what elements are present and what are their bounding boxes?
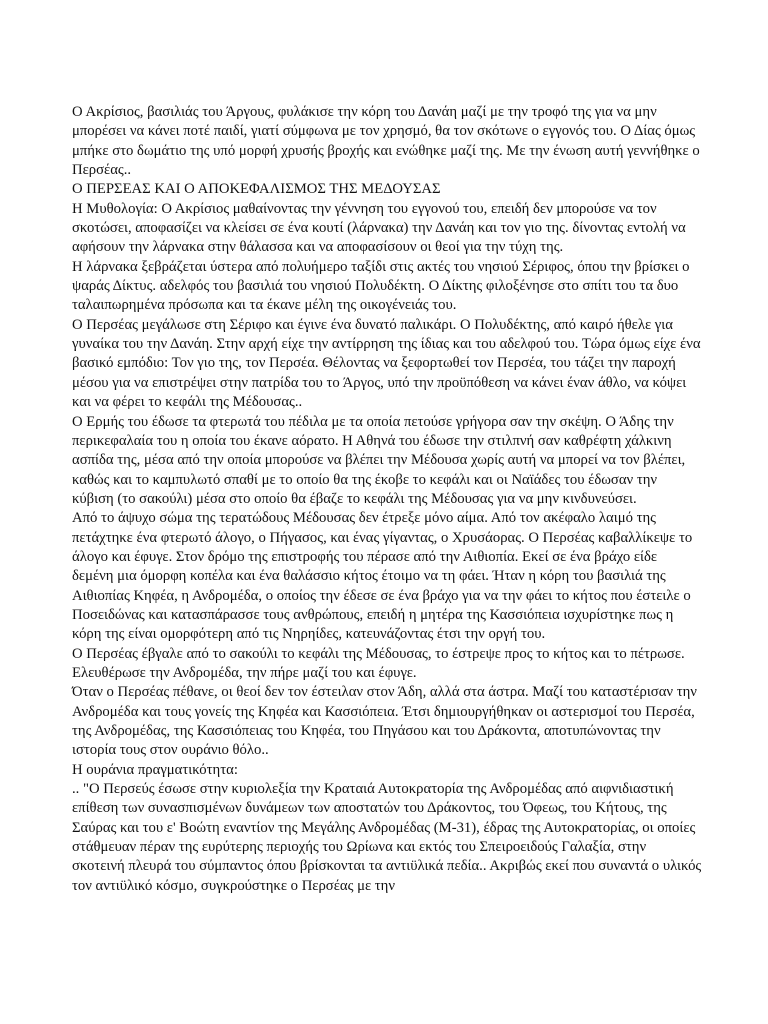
paragraph-celestial-heading: Η ουράνια πραγματικότητα: (72, 761, 238, 778)
paragraph-polydektis: Ο Περσέας μεγάλωσε στη Σέριφο και έγινε ένα δυνατό παλικάρι. Ο Πολυδέκτης, από καιρό ήθελε για γυναίκα του την Δανάη. Στην αρχή είχε την αντίρρηση της ίδιας και του αδελφού του. Τώρα όμως είχε ένα βασικό εμπόδιο: Τον γιο της, τον Περσέα. Θέλοντας να ξεφορτωθεί τον Περσέα, του τάζει την παροχή μέσου για να επιστρέψει στην πατρίδα του το Άργος, υπό την προϋπόθεση να κάνει έναν άθλο, να κόψει και να φέρει το κεφάλι της Μέδουσας.. (72, 316, 701, 411)
paragraph-celestial-reality: .. "Ο Περσεύς έσωσε στην κυριολεξία την Κραταιά Αυτοκρατορία της Ανδρομέδας από αιφνιδιαστική επίθεση των συνασπισμένων δυνάμεων των αποστατών του Δράκοντος, του Όφεως, του Κήτους, της Σαύρας και του ε' Βοώτη εναντίον της Μεγάλης Ανδρομέδας (Μ-31), έδρας της Αυτοκρατορίας, οι οποίες στάθμευαν πέραν της ευρύτερης περιοχής του Ωρίωνα και εκτός του Σπειροειδούς Γαλαξία, στην σκοτεινή πλευρά του σύμπαντος όπου βρίσκονται τα αντιϋλικά πεδία.. Ακριβώς εκεί που συναντά ο υλικός τον αντιϋλικό κόσμο, συγκρούστηκε ο Περσέας με την (72, 781, 702, 894)
paragraph-constellations: Όταν ο Περσέας πέθανε, οι θεοί δεν τον έστειλαν στον Άδη, αλλά στα άστρα. Μαζί του καταστέρισαν την Ανδρομέδα και τους γονείς της Κηφέα και Κασσιόπεια. Έτσι δημιουργήθηκαν οι αστερισμοί του Περσέα, της Ανδρομέδας, της Κασσιόπειας του Κηφέα, του Πηγάσου και του Δράκοντα, αποτυπώνοντας την ιστορία τους στον ουράνιο θόλο.. (72, 684, 697, 759)
paragraph-intro: Ο Ακρίσιος, βασιλιάς του Άργους, φυλάκισε την κόρη του Δανάη μαζί με την τροφό της για να μην μπορέσει να κάνει ποτέ παιδί, γιατί σύμφωνα με τον χρησμό, θα τον σκότωνε ο εγγονός του. Ο Δίας όμως μπήκε στο δωμάτιο της υπό μορφή χρυσής βροχής και ενώθηκε μαζί της. Με την ένωση αυτή γεννήθηκε ο Περσέας.. (72, 104, 700, 179)
paragraph-medusa-andromeda: Από το άψυχο σώμα της τερατώδους Μέδουσας δεν έτρεξε μόνο αίμα. Από τον ακέφαλο λαιμό της πετάχτηκε ένα φτερωτό άλογο, ο Πήγασος, και ένας γίγαντας, ο Χρυσάορας. Ο Περσέας καβαλλίκεψε το άλογο και έφυγε. Στον δρόμο της επιστροφής του πέρασε από την Αιθιοπία. Εκεί σε ένα βράχο είδε δεμένη μια όμορφη κοπέλα και ένα θαλάσσιο κήτος έτοιμο να τη φάει. Ήταν η κόρη του βασιλιά της Αιθιοπίας Κηφέα, η Ανδρομέδα, ο οποίος την έδεσε σε ένα βράχο για να την φάει το κήτος που έστειλε ο Ποσειδώνας και κατασπάρασσε τους ανθρώπους, επειδή η μητέρα της Κασσιόπεια ισχυρίστηκε πως η κόρη της είναι ομορφότερη από τις Νηρηίδες, κατευνάζοντας έτσι την οργή του. (72, 510, 693, 643)
paragraph-mythology: Η Μυθολογία: Ο Ακρίσιος μαθαίνοντας την γέννηση του εγγονού του, επειδή δεν μπορούσε να τον σκοτώσει, αποφασίζει να κλείσει σε ένα κουτί (λάρνακα) την Δανάη και τον γιο της. δίνοντας εντολή να αφήσουν την λάρνακα στην θάλασσα και να αποφασίσουν οι θεοί για την τύχη της. (72, 200, 686, 256)
paragraph-gifts: Ο Ερμής του έδωσε τα φτερωτά του πέδιλα με τα οποία πετούσε γρήγορα σαν την σκέψη. Ο Άδης την περικεφαλαία του η οποία του έκανε αόρατο. Η Αθηνά του έδωσε την στιλπνή σαν καθρέφτη χάλκινη ασπίδα της, μέσα από την οποία μπορούσε να βλέπει την Μέδουσα χωρίς αυτή να μπορεί να τον βλέπει, καθώς και το καμπυλωτό σπαθί με το οποίο θα της έκοβε το κεφάλι και οι Ναϊάδες του έδωσαν την κύβιση (το σακούλι) μέσα στο οποίο θα έβαζε το κεφάλι της Μέδουσας για να μην κινδυνεύσει. (72, 413, 686, 507)
paragraph-larnaka: Η λάρνακα ξεβράζεται ύστερα από πολυήμερο ταξίδι στις ακτές του νησιού Σέριφος, όπου την βρίσκει ο ψαράς Δίκτυς. αδελφός του βασιλιά του νησιού Πολυδέκτη. Ο Δίκτης φιλοξένησε στο σπίτι του τα δυο ταλαιπωρημένα πρόσωπα και τα έκανε μέλη της οικογένειάς του. (72, 258, 690, 314)
paragraph-rescue: Ο Περσέας έβγαλε από το σακούλι το κεφάλι της Μέδουσας, το έστρεψε προς το κήτος και το πέτρωσε. Ελευθέρωσε την Ανδρομέδα, την πήρε μαζί του και έφυγε. (72, 645, 685, 681)
section-heading: Ο ΠΕΡΣΕΑΣ ΚΑΙ Ο ΑΠΟΚΕΦΑΛΙΣΜΟΣ ΤΗΣ ΜΕΔΟΥΣΑΣ (72, 181, 441, 198)
